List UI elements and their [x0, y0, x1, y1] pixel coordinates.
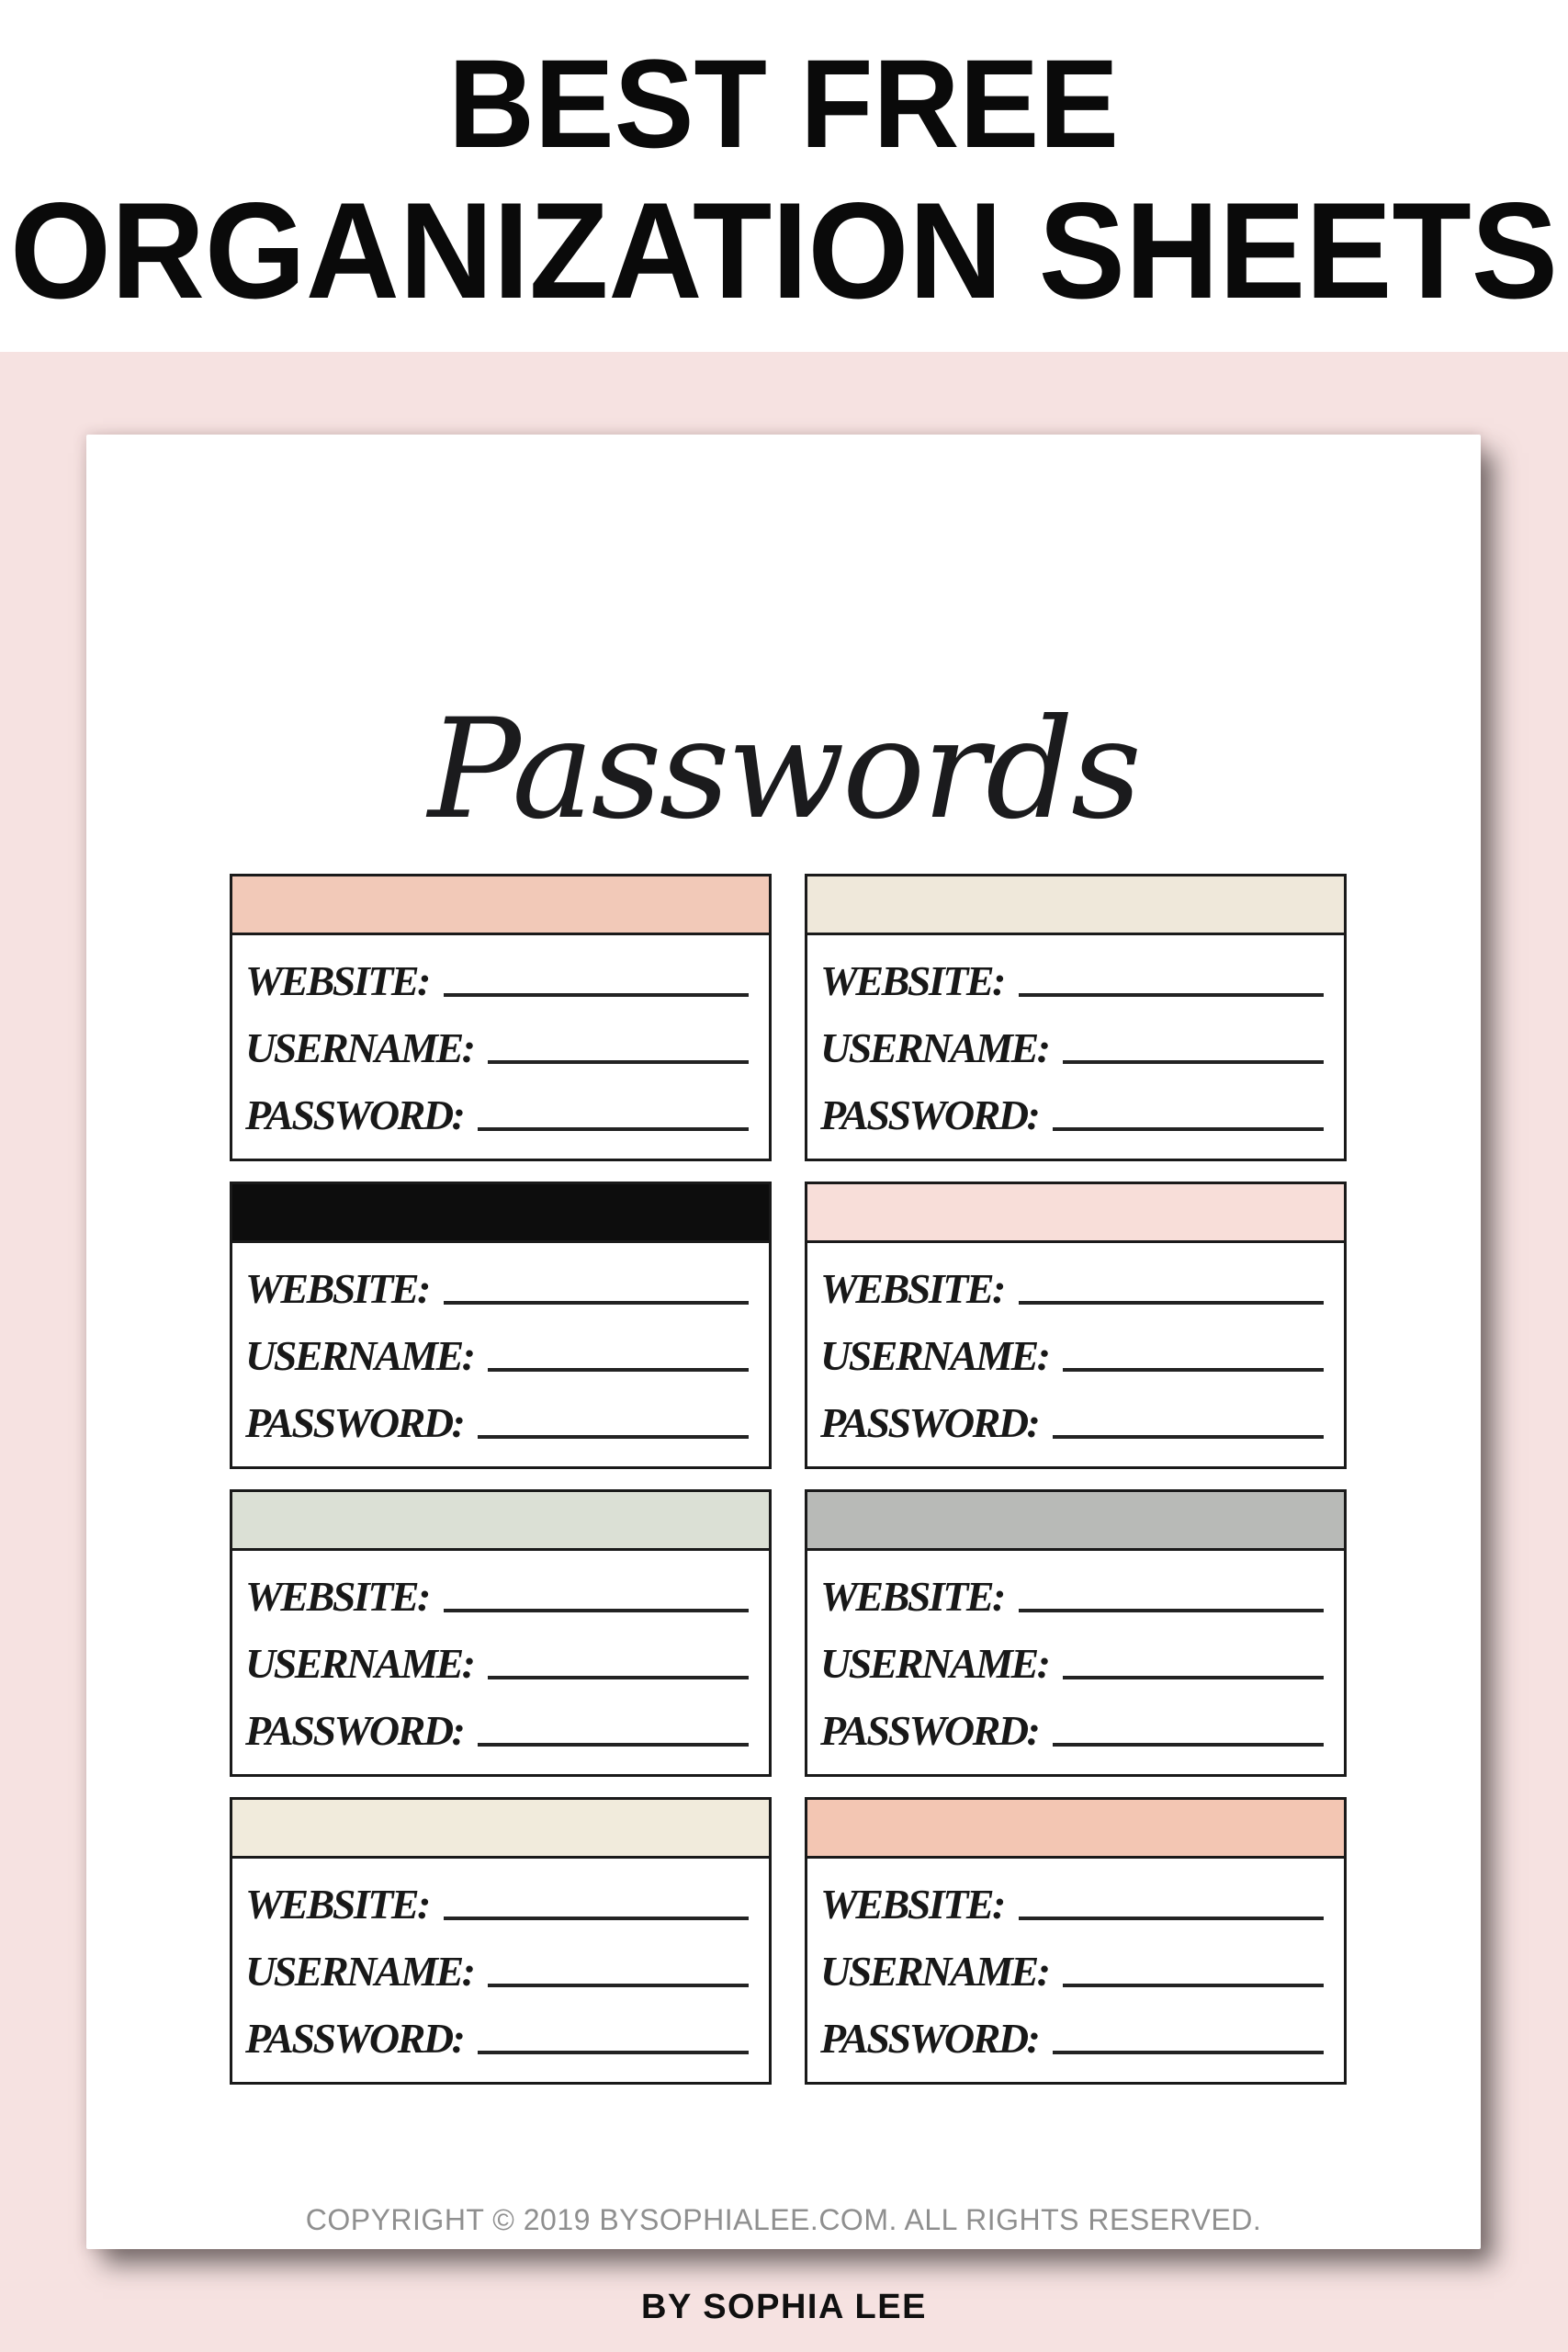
- box-color-header-box-1: [232, 876, 769, 935]
- password-box: [230, 1182, 772, 1469]
- field-label: USERNAME:: [820, 1948, 1049, 1995]
- field-label: PASSWORD:: [820, 1707, 1039, 1754]
- box-fields: [232, 935, 769, 1159]
- field-row: [245, 1558, 749, 1625]
- field-label: USERNAME:: [820, 1332, 1049, 1379]
- password-box: [805, 874, 1347, 1161]
- field-blank-line: [488, 1060, 749, 1064]
- box-fields: [232, 1859, 769, 2082]
- box-color-header-box-7: [232, 1800, 769, 1859]
- field-row: [820, 2000, 1324, 2067]
- field-blank-line: [1053, 1743, 1324, 1747]
- field-row: [245, 1625, 749, 1692]
- field-blank-line: [1053, 1127, 1324, 1131]
- box-fields: [232, 1243, 769, 1466]
- field-blank-line: [478, 1435, 749, 1439]
- field-label: PASSWORD:: [820, 1091, 1039, 1138]
- box-color-header-box-2: [807, 876, 1344, 935]
- field-row: [820, 1933, 1324, 2000]
- password-box: [805, 1797, 1347, 2085]
- field-row: [245, 1250, 749, 1317]
- page-header: [0, 0, 1568, 352]
- field-label: WEBSITE:: [820, 1573, 1004, 1620]
- printable-sheet: [86, 435, 1481, 2249]
- field-row: [245, 1077, 749, 1144]
- field-row: [245, 1385, 749, 1452]
- box-color-header-box-6: [807, 1492, 1344, 1551]
- headline-line-1: BEST FREE: [448, 34, 1119, 175]
- field-row: [820, 1077, 1324, 1144]
- field-blank-line: [1019, 1917, 1324, 1920]
- field-label: USERNAME:: [245, 1948, 474, 1995]
- field-blank-line: [1053, 2051, 1324, 2054]
- field-label: USERNAME:: [245, 1640, 474, 1687]
- field-blank-line: [1053, 1435, 1324, 1439]
- field-label: USERNAME:: [245, 1024, 474, 1071]
- field-label: PASSWORD:: [245, 1091, 464, 1138]
- field-label: PASSWORD:: [245, 1707, 464, 1754]
- field-label: WEBSITE:: [820, 1265, 1004, 1312]
- field-label: WEBSITE:: [820, 1881, 1004, 1928]
- field-blank-line: [478, 1743, 749, 1747]
- box-fields: [232, 1551, 769, 1774]
- field-blank-line: [1063, 1368, 1324, 1372]
- field-blank-line: [488, 1676, 749, 1679]
- field-row: [245, 943, 749, 1010]
- box-fields: [807, 1859, 1344, 2082]
- sheet-title: Passwords: [428, 690, 1139, 850]
- box-fields: [807, 1243, 1344, 1466]
- field-blank-line: [444, 1301, 749, 1305]
- field-row: [820, 1385, 1324, 1452]
- field-blank-line: [444, 1917, 749, 1920]
- box-color-header-box-8: [807, 1800, 1344, 1859]
- field-label: USERNAME:: [245, 1332, 474, 1379]
- field-row: [820, 1625, 1324, 1692]
- field-label: WEBSITE:: [245, 957, 429, 1004]
- pink-background: [0, 352, 1568, 2352]
- field-blank-line: [1063, 1060, 1324, 1064]
- field-row: [245, 1866, 749, 1933]
- password-box: [805, 1182, 1347, 1469]
- field-blank-line: [1019, 993, 1324, 997]
- field-row: [820, 1558, 1324, 1625]
- field-label: WEBSITE:: [245, 1573, 429, 1620]
- field-label: PASSWORD:: [245, 1399, 464, 1446]
- password-box: [230, 1489, 772, 1777]
- field-row: [245, 1933, 749, 2000]
- field-blank-line: [444, 1609, 749, 1612]
- field-row: [820, 1250, 1324, 1317]
- field-blank-line: [1019, 1609, 1324, 1612]
- field-row: [245, 1692, 749, 1759]
- box-color-header-box-5: [232, 1492, 769, 1551]
- headline-line-2: ORGANIZATION SHEETS: [10, 174, 1558, 327]
- box-color-header-box-4: [807, 1184, 1344, 1243]
- field-row: [820, 1692, 1324, 1759]
- password-box-grid: [230, 874, 1347, 2085]
- password-box: [805, 1489, 1347, 1777]
- field-blank-line: [1063, 1984, 1324, 1987]
- field-label: PASSWORD:: [245, 2015, 464, 2062]
- field-label: WEBSITE:: [245, 1265, 429, 1312]
- field-blank-line: [478, 1127, 749, 1131]
- field-label: PASSWORD:: [820, 1399, 1039, 1446]
- field-label: USERNAME:: [820, 1640, 1049, 1687]
- field-label: PASSWORD:: [820, 2015, 1039, 2062]
- field-row: [820, 943, 1324, 1010]
- field-row: [245, 2000, 749, 2067]
- box-fields: [807, 1551, 1344, 1774]
- field-blank-line: [478, 2051, 749, 2054]
- password-box: [230, 1797, 772, 2085]
- box-color-header-box-3: [232, 1184, 769, 1243]
- field-blank-line: [488, 1368, 749, 1372]
- field-row: [820, 1317, 1324, 1385]
- field-blank-line: [444, 993, 749, 997]
- field-label: USERNAME:: [820, 1024, 1049, 1071]
- byline-text: BY SOPHIA LEE: [641, 2288, 927, 2326]
- field-label: WEBSITE:: [820, 957, 1004, 1004]
- field-blank-line: [1019, 1301, 1324, 1305]
- field-row: [245, 1317, 749, 1385]
- field-blank-line: [488, 1984, 749, 1987]
- field-row: [820, 1866, 1324, 1933]
- field-row: [820, 1010, 1324, 1077]
- field-blank-line: [1063, 1676, 1324, 1679]
- field-row: [245, 1010, 749, 1077]
- box-fields: [807, 935, 1344, 1159]
- headline: [0, 0, 1568, 352]
- field-label: WEBSITE:: [245, 1881, 429, 1928]
- copyright-text: COPYRIGHT © 2019 BYSOPHIALEE.COM. ALL RIGHTS RESERVED.: [305, 2203, 1262, 2236]
- password-box: [230, 874, 772, 1161]
